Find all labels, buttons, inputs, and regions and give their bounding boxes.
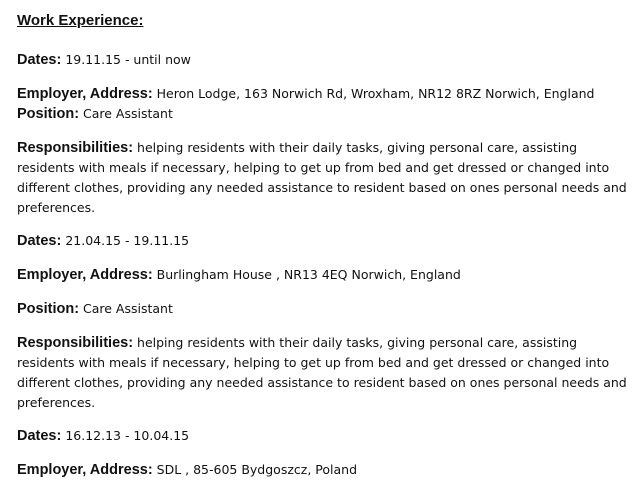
dates-line [17, 231, 629, 251]
responsibilities-paragraph [17, 138, 629, 218]
employer-label: Employer, Address: [17, 86, 153, 102]
position-value: Care Assistant [83, 301, 173, 316]
employer-value: SDL , 85-605 Bydgoszcz, Poland [156, 462, 358, 477]
employer-line [17, 460, 629, 480]
dates-label: Dates: [17, 233, 62, 249]
document-page [17, 12, 629, 480]
employer-line [17, 265, 629, 285]
dates-value: 21.04.15 - 19.11.15 [65, 233, 190, 248]
position-line [17, 104, 629, 124]
responsibilities-paragraph [17, 333, 629, 413]
dates-value: 16.12.13 - 10.04.15 [65, 428, 190, 443]
position-value: Care Assistant [83, 106, 173, 121]
position-line [17, 299, 629, 319]
section-heading: Work Experience: [17, 12, 144, 29]
employer-line [17, 84, 629, 104]
dates-value: 19.11.15 - until now [65, 52, 191, 67]
work-entry-1 [17, 50, 629, 218]
employer-label: Employer, Address: [17, 462, 153, 478]
dates-label: Dates: [17, 52, 62, 68]
position-label: Position: [17, 106, 80, 122]
responsibilities-label: Responsibilities: [17, 335, 134, 351]
employer-value: Burlingham House , NR13 4EQ Norwich, England [156, 267, 461, 282]
dates-line [17, 50, 629, 70]
position-label: Position: [17, 301, 80, 317]
responsibilities-value: helping residents with their daily tasks, giving personal care, assisting residents with meals if necessary, helping to get up from bed and get dressed or changed into different clothes, providing any needed assistance to resident based on ones personal needs and preferences. [17, 335, 627, 410]
responsibilities-label: Responsibilities: [17, 140, 134, 156]
work-entry-2 [17, 231, 629, 413]
work-entry-3 [17, 426, 629, 480]
responsibilities-value: helping residents with their daily tasks, giving personal care, assisting residents with meals if necessary, helping to get up from bed and get dressed or changed into different clothes, providing any needed assistance to resident based on ones personal needs and preferences. [17, 140, 627, 215]
employer-value: Heron Lodge, 163 Norwich Rd, Wroxham, NR12 8RZ Norwich, England [156, 86, 595, 101]
dates-line [17, 426, 629, 446]
dates-label: Dates: [17, 428, 62, 444]
employer-label: Employer, Address: [17, 267, 153, 283]
